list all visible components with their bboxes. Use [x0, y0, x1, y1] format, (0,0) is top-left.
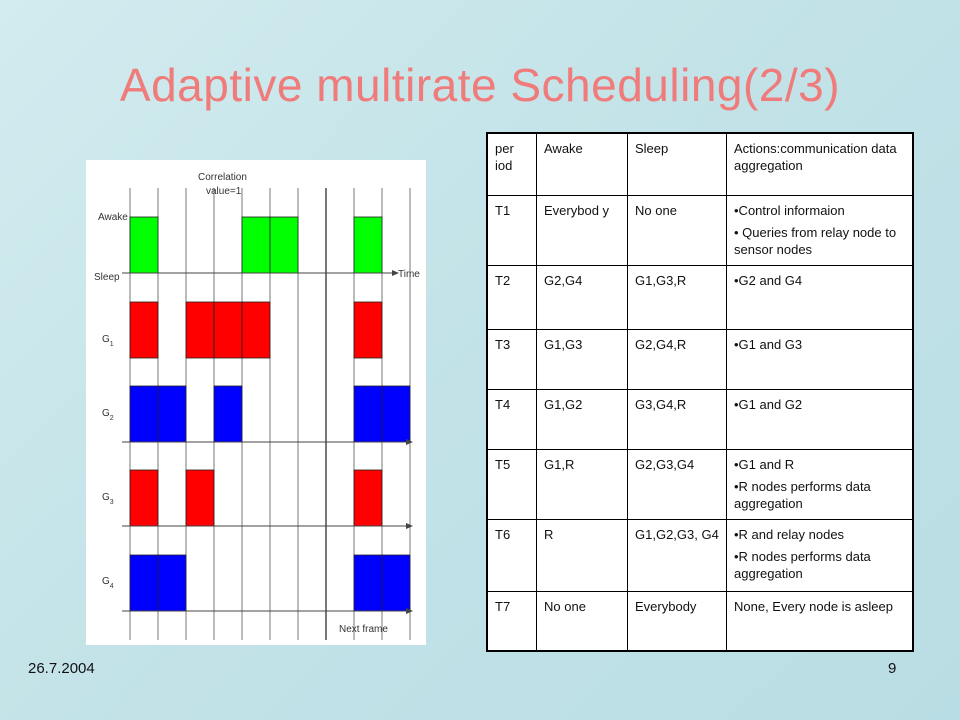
cell-sleep: G1,G2,G3, G4	[628, 519, 727, 591]
cell-period: T2	[487, 265, 537, 329]
cell-period: T1	[487, 195, 537, 265]
awake-awake-bar	[242, 217, 270, 273]
cell-actions	[727, 329, 914, 389]
page-number: 9	[888, 660, 897, 677]
timing-diagram	[86, 160, 426, 645]
header-period: per iod	[487, 133, 537, 195]
action-bullet: None, Every node is asleep	[734, 598, 893, 614]
cell-period: T5	[487, 449, 537, 519]
cell-actions	[727, 449, 914, 519]
cell-awake: Everybod y	[537, 195, 628, 265]
action-bullet: •G2 and G4	[734, 272, 803, 288]
cell-sleep: G2,G4,R	[628, 329, 727, 389]
cell-awake: G1,R	[537, 449, 628, 519]
next-frame-label: Next frame	[339, 624, 388, 635]
action-bullet: •G1 and R	[734, 456, 795, 472]
cell-actions	[727, 195, 914, 265]
cell-period: T4	[487, 389, 537, 449]
arrow-head-icon	[406, 523, 413, 529]
awake-awake-bar	[270, 217, 298, 273]
cell-awake: G2,G4	[537, 265, 628, 329]
group-label-g4: $G_4$	[102, 576, 114, 590]
cell-awake: No one	[537, 591, 628, 651]
table-row	[487, 195, 913, 265]
sleep-label: Sleep	[94, 272, 120, 283]
header-sleep: Sleep	[628, 133, 727, 195]
g1-awake-bar	[130, 302, 158, 358]
awake-awake-bar	[354, 217, 382, 273]
cell-sleep: G1,G3,R	[628, 265, 727, 329]
table-header-row	[487, 133, 913, 195]
g2-awake-bar	[214, 386, 242, 442]
cell-sleep: G2,G3,G4	[628, 449, 727, 519]
g1-awake-bar	[354, 302, 382, 358]
g2-awake-bar	[382, 386, 410, 442]
correlation-label-line2: value=1	[206, 186, 242, 197]
cell-period: T7	[487, 591, 537, 651]
g2-awake-bar	[130, 386, 158, 442]
awake-awake-bar	[130, 217, 158, 273]
schedule-table	[486, 132, 914, 652]
action-bullet: •Control informaion	[734, 202, 845, 218]
g2-awake-bar	[354, 386, 382, 442]
g1-awake-bar	[242, 302, 270, 358]
cell-actions	[727, 389, 914, 449]
slide-title: Adaptive multirate Scheduling(2/3)	[119, 59, 841, 111]
table-row	[487, 389, 913, 449]
g4-awake-bar	[354, 555, 382, 611]
cell-sleep: G3,G4,R	[628, 389, 727, 449]
table-row	[487, 519, 913, 591]
cell-awake: G1,G3	[537, 329, 628, 389]
g3-awake-bar	[186, 470, 214, 526]
action-bullet: •R and relay nodes	[734, 526, 845, 542]
action-bullet: •G1 and G2	[734, 396, 803, 412]
cell-period: T3	[487, 329, 537, 389]
time-label: Time	[398, 269, 420, 280]
cell-actions	[727, 591, 914, 651]
g1-awake-bar	[186, 302, 214, 358]
footer-date: 26.7.2004	[28, 660, 95, 677]
cell-actions	[727, 519, 914, 591]
action-bullet: •R nodes performs data aggregation	[734, 478, 871, 511]
correlation-label-line1: Correlation	[198, 172, 247, 183]
cell-actions	[727, 265, 914, 329]
g4-awake-bar	[158, 555, 186, 611]
action-bullet: • Queries from relay node to sensor nodes	[734, 224, 897, 257]
g1-awake-bar	[214, 302, 242, 358]
header-awake: Awake	[537, 133, 628, 195]
g4-awake-bar	[130, 555, 158, 611]
group-label-g2: $G_2$	[102, 408, 114, 422]
header-actions: Actions:communication data aggregation	[727, 133, 914, 195]
cell-awake: G1,G2	[537, 389, 628, 449]
timing-diagram-svg	[86, 160, 426, 645]
g4-awake-bar	[382, 555, 410, 611]
cell-awake: R	[537, 519, 628, 591]
group-label-g1: $G_1$	[102, 334, 114, 348]
cell-sleep: Everybody	[628, 591, 727, 651]
action-bullet: •R nodes performs data aggregation	[734, 548, 871, 581]
awake-label: Awake	[98, 212, 128, 223]
group-label-g3: $G_3$	[102, 492, 114, 506]
table-row	[487, 591, 913, 651]
table-row	[487, 265, 913, 329]
table-row	[487, 329, 913, 389]
g2-awake-bar	[158, 386, 186, 442]
table-row	[487, 449, 913, 519]
action-bullet: •G1 and G3	[734, 336, 803, 352]
g3-awake-bar	[354, 470, 382, 526]
cell-sleep: No one	[628, 195, 727, 265]
cell-period: T6	[487, 519, 537, 591]
g3-awake-bar	[130, 470, 158, 526]
